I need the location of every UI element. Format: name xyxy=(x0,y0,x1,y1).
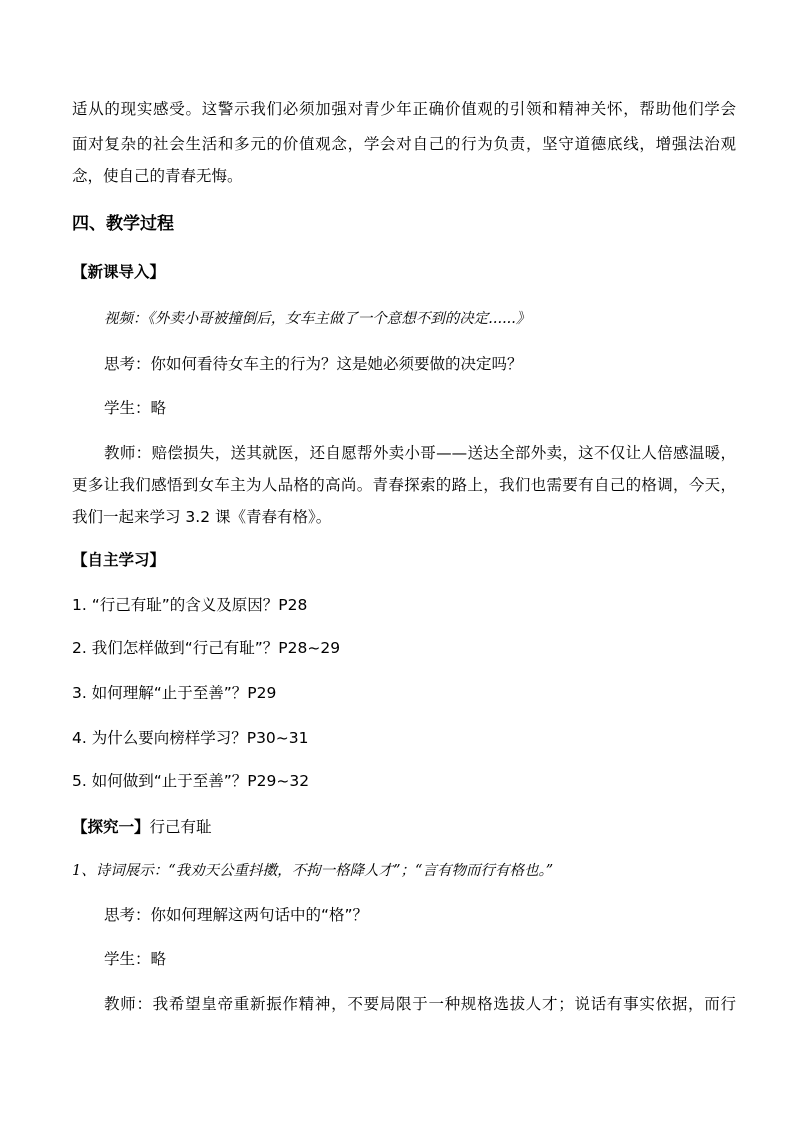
new-lesson-teacher-line: 更多让我们感悟到女车主为人品格的高尚。青春探索的路上，我们也需要有自己的格调，今天， xyxy=(72,476,736,494)
section-heading: 四、教学过程 xyxy=(72,214,174,234)
intro-paragraph-line: 念，使自己的青春无悔。 xyxy=(72,167,243,185)
self-study-item: 1. “行己有耻”的含义及原因？P28 xyxy=(72,596,308,614)
explore-one-teacher-line: 教师：我希望皇帝重新振作精神，不要局限于一种规格选拔人才；说话有事实依据，而行 xyxy=(104,995,736,1013)
intro-paragraph-line: 面对复杂的社会生活和多元的价值观念，学会对自己的行为负责，坚守道德底线，增强法治观 xyxy=(72,135,736,153)
new-lesson-teacher-line: 教师：赔偿损失，送其就医，还自愿帮外卖小哥——送达全部外卖，这不仅让人倍感温暖， xyxy=(104,444,736,462)
explore-one-title: 【探究一】 xyxy=(72,818,150,836)
new-lesson-title: 【新课导入】 xyxy=(72,263,166,281)
explore-one-student: 学生：略 xyxy=(104,950,167,968)
self-study-item: 3. 如何理解“止于至善”？P29 xyxy=(72,684,277,702)
self-study-item: 2. 我们怎样做到“行己有耻”？P28~29 xyxy=(72,639,341,657)
new-lesson-think: 思考：你如何看待女车主的行为？这是她必须要做的决定吗？ xyxy=(104,355,523,373)
explore-one-heading xyxy=(72,817,212,837)
intro-paragraph-line: 适从的现实感受。这警示我们必须加强对青少年正确价值观的引领和精神关怀，帮助他们学会 xyxy=(72,100,736,118)
new-lesson-video: 视频：《外卖小哥被撞倒后，女车主做了一个意想不到的决定......》 xyxy=(104,311,531,327)
explore-one-title-suffix: 行己有耻 xyxy=(149,818,212,836)
self-study-item: 4. 为什么要向榜样学习？P30~31 xyxy=(72,729,309,747)
explore-one-poem: 1、诗词展示：“我劝天公重抖擞，不拘一格降人才”；“言有物而行有格也。” xyxy=(72,863,554,879)
explore-one-think: 思考：你如何理解这两句话中的“格”？ xyxy=(104,906,369,924)
new-lesson-teacher-line: 我们一起来学习 3.2 课《青春有格》。 xyxy=(72,508,332,526)
self-study-title: 【自主学习】 xyxy=(72,551,166,569)
new-lesson-student: 学生：略 xyxy=(104,399,167,417)
self-study-item: 5. 如何做到“止于至善”？P29~32 xyxy=(72,772,310,790)
